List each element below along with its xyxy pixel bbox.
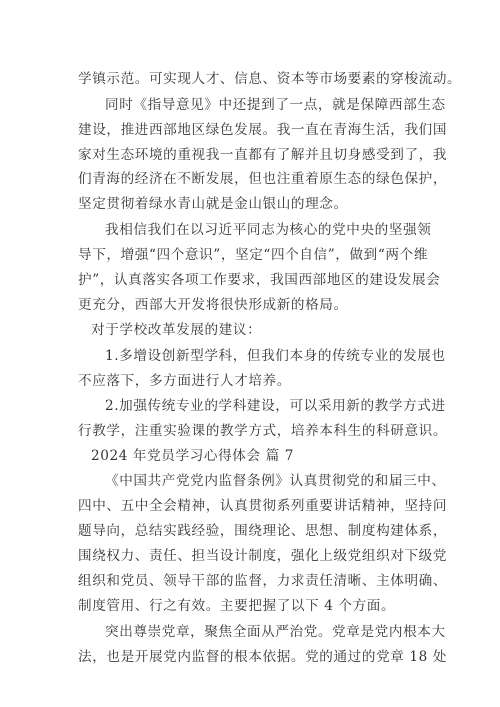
- text-line: 法，也是开展党内监督的根本依据。党的通过的党章 18 处: [78, 649, 447, 665]
- text-line: 家对生态环境的重视我一直都有了解并且切身感受到了，我: [78, 147, 448, 163]
- text-line: 四中、五中全会精神，认真贯彻系列重要讲话精神，坚持问: [78, 498, 448, 514]
- paragraph-start-line: 《中国共产党党内监督条例》认真贯彻党的和届三中、: [105, 473, 446, 489]
- paragraph-start-line: 我相信我们在以习近平同志为核心的党中央的坚强领: [105, 222, 432, 238]
- text-line: 制度管用、行之有效。主要把握了以下 4 个方面。: [78, 598, 396, 614]
- paragraph-start-line: 对于学校改革发展的建议：: [91, 322, 262, 338]
- text-line: 更充分，西部大开发将很快形成新的格局。: [78, 297, 348, 313]
- section-heading: 2024 年党员学习心得体会 篇 7: [91, 448, 294, 464]
- paragraph-start-line: 突出尊崇党章，聚焦全面从严治党。党章是党内根本大: [105, 624, 446, 640]
- text-line: 行教学，注重实验课的教学方式，培养本科生的科研意识。: [78, 423, 448, 439]
- text-line: 组织和党员、领导干部的监督，力求责任清晰、主体明确、: [78, 573, 448, 589]
- text-line: 学镇示范。可实现人才、信息、资本等市场要素的穿梭流动。: [78, 71, 462, 87]
- text-line: 护”，认真落实各项工作要求，我国西部地区的建设发展会: [78, 272, 441, 288]
- list-item-line: 2.加强传统专业的学科建设，可以采用新的教学方式进: [105, 398, 446, 414]
- text-line: 题导向，总结实践经验，围绕理论、思想、制度构建体系，: [78, 523, 448, 539]
- text-line: 坚定贯彻着绿水青山就是金山银山的理念。: [78, 196, 348, 212]
- text-line: 围绕权力、责任、担当设计制度，强化上级党组织对下级党: [78, 548, 448, 564]
- text-line: 建设，推进西部地区绿色发展。我一直在青海生活，我们国: [78, 122, 448, 138]
- text-line: 导下，增强“四个意识”，坚定“四个自信”，做到“两个维: [78, 247, 429, 263]
- text-line: 不应落下，多方面进行人才培养。: [78, 373, 291, 389]
- paragraph-start-line: 同时《指导意见》中还提到了一点，就是保障西部生态: [105, 97, 446, 113]
- text-line: 们青海的经济在不断发展，但也注重着原生态的绿色保护，: [78, 171, 448, 187]
- list-item-line: 1.多增设创新型学科，但我们本身的传统专业的发展也: [105, 348, 446, 364]
